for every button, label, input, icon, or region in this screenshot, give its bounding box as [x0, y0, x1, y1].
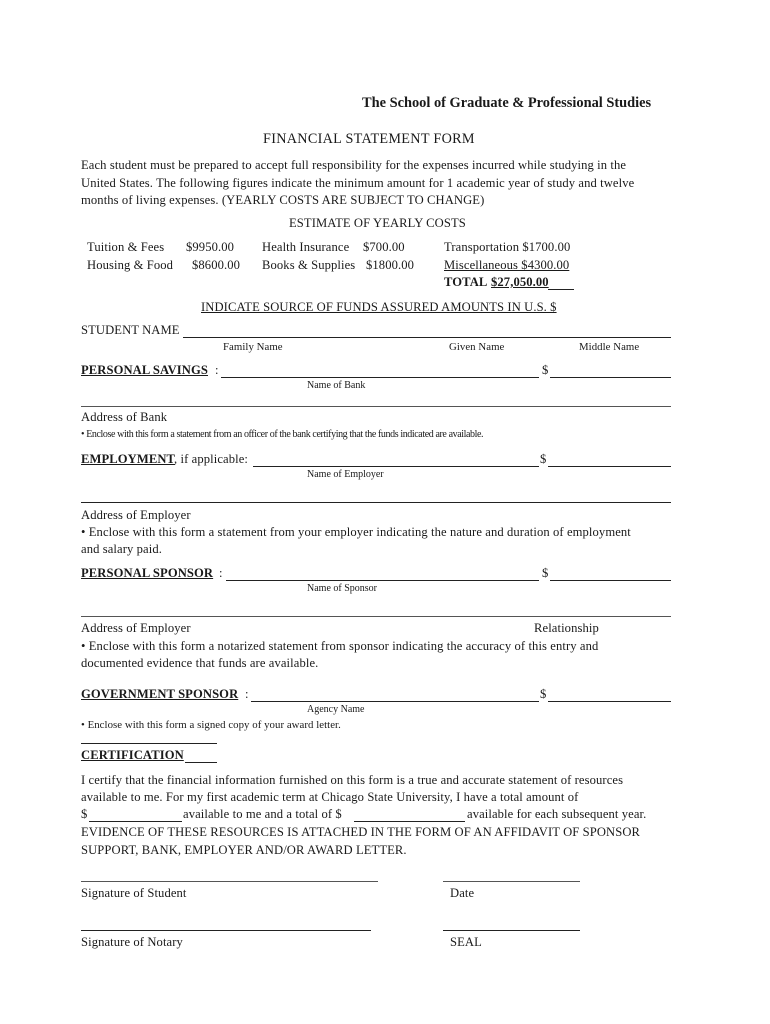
- agency-name-field[interactable]: [251, 701, 539, 702]
- funds-heading: INDICATE SOURCE OF FUNDS ASSURED AMOUNTS IN U.S. $: [201, 300, 557, 314]
- sponsor-note-line-2: documented evidence that funds are available.: [81, 656, 319, 670]
- certification-line-5: SUPPORT, BANK, EMPLOYER AND/OR AWARD LETTER.: [81, 843, 407, 857]
- books-amount: $1800.00: [366, 258, 415, 272]
- government-sponsor-colon: :: [245, 687, 249, 701]
- notary-signature-caption: Signature of Notary: [81, 935, 183, 949]
- student-signature-caption: Signature of Student: [81, 886, 187, 900]
- personal-sponsor-colon: :: [219, 566, 223, 580]
- tuition-amount: $9950.00: [186, 240, 235, 254]
- student-name-field[interactable]: [183, 337, 671, 338]
- costs-heading: ESTIMATE OF YEARLY COSTS: [289, 216, 466, 230]
- certification-line-3-end: available for each subsequent year.: [467, 807, 647, 821]
- family-name-caption: Family Name: [223, 341, 283, 353]
- intro-line-1: Each student must be prepared to accept full responsibility for the expenses incurred while studying in the: [81, 158, 627, 172]
- health-amount: $700.00: [363, 240, 405, 254]
- relationship-caption: Relationship: [534, 621, 599, 635]
- sponsor-dollar-sign: $: [542, 566, 549, 580]
- employment-amount-field[interactable]: [548, 466, 671, 467]
- certification-dollar-sign: $: [81, 807, 88, 821]
- bank-enclosure-note: • Enclose with this form a statement from an officer of the bank certifying that the funds indicated are available.: [81, 429, 484, 440]
- savings-amount-field[interactable]: [550, 377, 671, 378]
- student-signature-field[interactable]: [81, 881, 378, 882]
- certification-line-4: EVIDENCE OF THESE RESOURCES IS ATTACHED IN THE FORM OF AN AFFIDAVIT OF SPONSOR: [81, 825, 641, 839]
- notary-signature-field[interactable]: [81, 930, 371, 931]
- sponsor-amount-field[interactable]: [550, 580, 671, 581]
- certification-top-rule: [81, 743, 217, 744]
- housing-amount: $8600.00: [192, 258, 241, 272]
- bank-name-field[interactable]: [221, 377, 539, 378]
- employer-note-line-1: • Enclose with this form a statement from your employer indicating the nature and duration of employment: [81, 525, 631, 539]
- personal-savings-label: PERSONAL SAVINGS: [81, 363, 208, 377]
- employment-dollar-sign: $: [540, 452, 547, 466]
- government-sponsor-label: GOVERNMENT SPONSOR: [81, 687, 239, 701]
- bank-address-caption: Address of Bank: [81, 410, 168, 424]
- tuition-label: Tuition & Fees: [87, 240, 165, 254]
- student-name-label: STUDENT NAME: [81, 323, 180, 337]
- agency-name-caption: Agency Name: [307, 704, 365, 715]
- housing-label: Housing & Food: [87, 258, 174, 272]
- total-amount: $27,050.00: [491, 275, 549, 289]
- intro-line-3: months of living expenses. (YEARLY COSTS ARE SUBJECT TO CHANGE): [81, 193, 485, 207]
- certification-line-2: available to me. For my first academic term at Chicago State University, I have a total amount of: [81, 790, 579, 804]
- date-field[interactable]: [443, 881, 580, 882]
- health-label: Health Insurance: [262, 240, 350, 254]
- award-letter-note: • Enclose with this form a signed copy of your award letter.: [81, 719, 341, 731]
- certification-line-1: I certify that the financial information furnished on this form is a true and accurate statement of resources: [81, 773, 624, 787]
- sponsor-name-field[interactable]: [226, 580, 539, 581]
- middle-name-caption: Middle Name: [579, 341, 640, 353]
- government-amount-field[interactable]: [548, 701, 671, 702]
- personal-savings-colon: :: [215, 363, 219, 377]
- sponsor-name-caption: Name of Sponsor: [307, 583, 377, 594]
- sponsor-note-line-1: • Enclose with this form a notarized statement from sponsor indicating the accuracy of this entry and: [81, 639, 599, 653]
- sponsor-address-field[interactable]: [81, 616, 671, 617]
- certification-heading-rule: [185, 762, 217, 763]
- date-caption: Date: [450, 886, 475, 900]
- misc-item: Miscellaneous $4300.00: [444, 258, 570, 272]
- school-title: The School of Graduate & Professional Studies: [362, 95, 652, 111]
- savings-dollar-sign: $: [542, 363, 549, 377]
- employer-address-caption: Address of Employer: [81, 508, 191, 522]
- certification-heading: CERTIFICATION: [81, 748, 184, 762]
- employer-name-caption: Name of Employer: [307, 469, 384, 480]
- certification-line-3-mid: available to me and a total of $: [183, 807, 342, 821]
- seal-caption: SEAL: [450, 935, 482, 949]
- transport-item: Transportation $1700.00: [444, 240, 571, 254]
- employment-suffix: , if applicable:: [174, 452, 248, 466]
- employer-note-line-2: and salary paid.: [81, 542, 162, 556]
- form-title: FINANCIAL STATEMENT FORM: [263, 131, 475, 147]
- seal-field[interactable]: [443, 930, 580, 931]
- subsequent-year-amount-field[interactable]: [354, 821, 465, 822]
- personal-sponsor-label: PERSONAL SPONSOR: [81, 566, 214, 580]
- total-label: TOTAL: [444, 275, 488, 289]
- employer-name-field[interactable]: [253, 466, 539, 467]
- employer-address-field[interactable]: [81, 502, 671, 503]
- given-name-caption: Given Name: [449, 341, 505, 353]
- books-label: Books & Supplies: [262, 258, 356, 272]
- bank-name-caption: Name of Bank: [307, 380, 366, 391]
- first-term-amount-field[interactable]: [89, 821, 182, 822]
- intro-line-2: United States. The following figures indicate the minimum amount for 1 academic year of study and twelve: [81, 176, 635, 190]
- sponsor-address-caption: Address of Employer: [81, 621, 191, 635]
- employment-label: EMPLOYMENT: [81, 452, 176, 466]
- bank-address-field[interactable]: [81, 406, 671, 407]
- government-dollar-sign: $: [540, 687, 547, 701]
- total-underline: [548, 289, 574, 290]
